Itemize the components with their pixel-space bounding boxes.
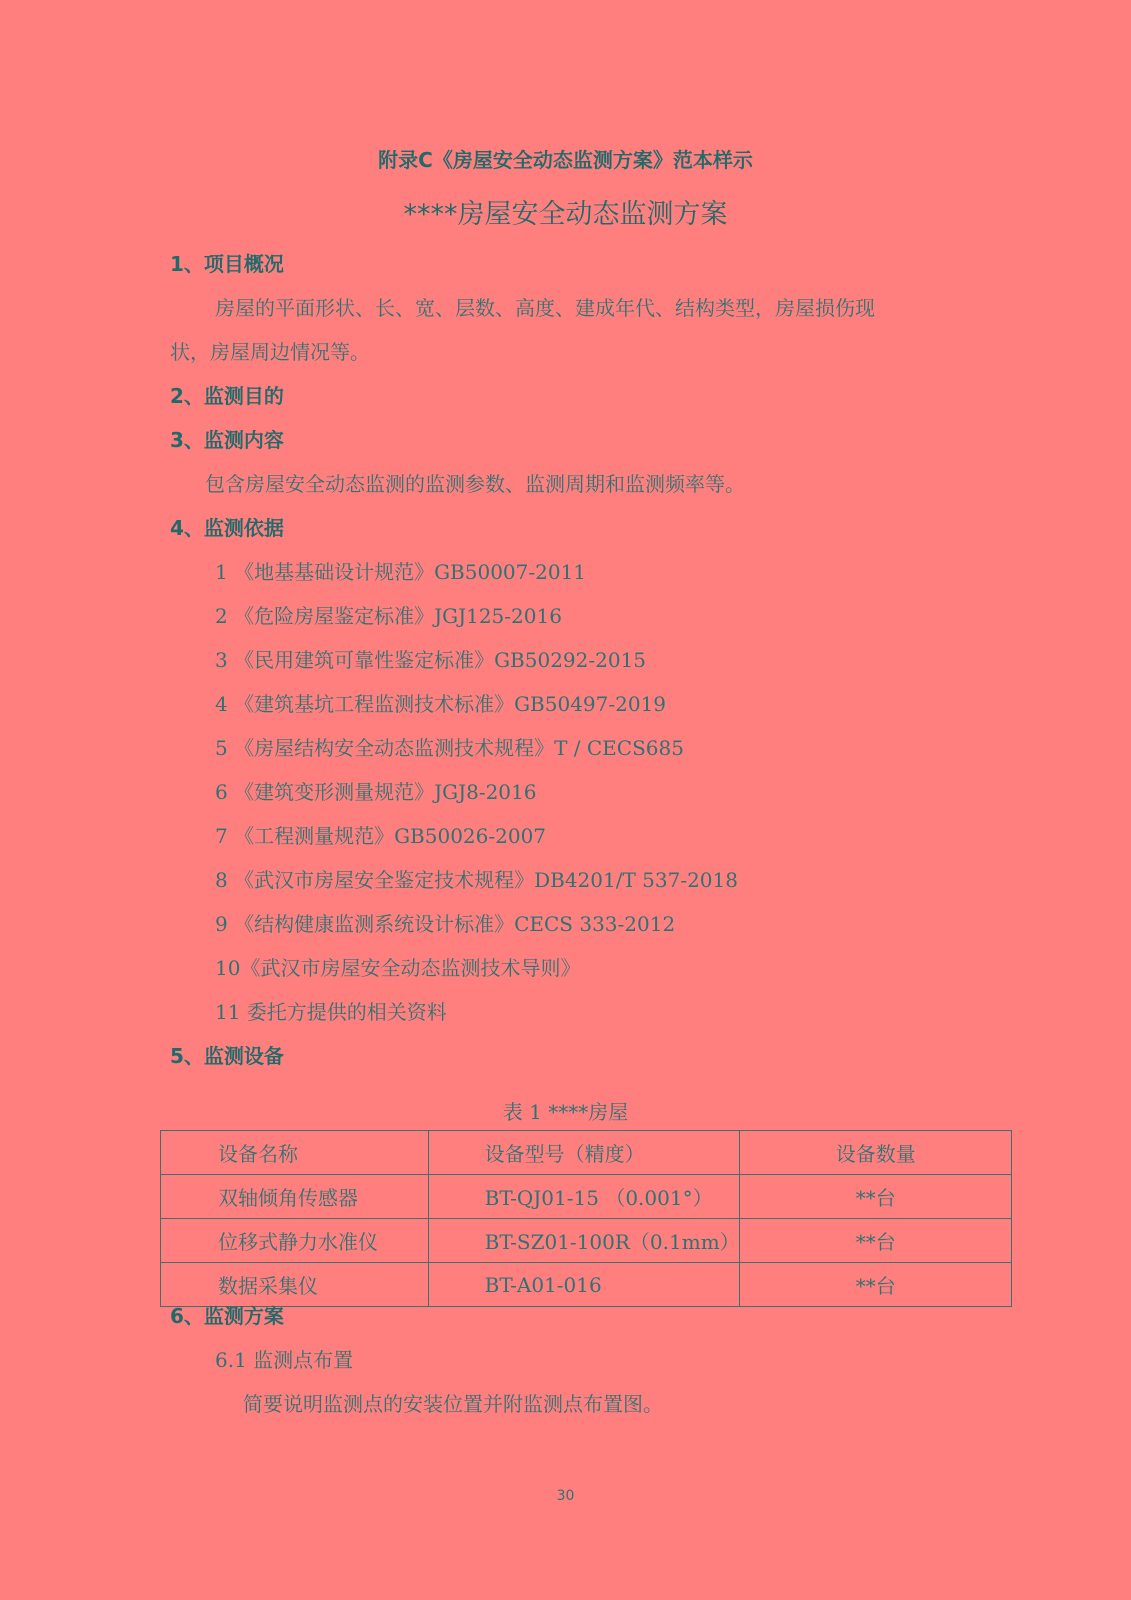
table-caption: 表 1 ****房屋 xyxy=(502,1100,629,1124)
table-cell: BT-QJ01-15 （0.001°） xyxy=(428,1175,740,1219)
table-header-cell: 设备型号（精度） xyxy=(428,1131,740,1175)
document-title: ****房屋安全动态监测方案 xyxy=(403,199,728,230)
reference-item: 6 《建筑变形测量规范》JGJ8-2016 xyxy=(215,780,537,804)
table-header-row xyxy=(161,1131,1012,1175)
table-cell: BT-A01-016 xyxy=(428,1263,740,1307)
page-number: 30 xyxy=(556,1488,575,1504)
table-cell: **台 xyxy=(740,1263,1012,1307)
reference-item: 11 委托方提供的相关资料 xyxy=(215,1000,447,1024)
reference-item: 1 《地基基础设计规范》GB50007-2011 xyxy=(215,560,587,584)
table-row xyxy=(161,1219,1012,1263)
reference-item: 8 《武汉市房屋安全鉴定技术规程》DB4201/T 537-2018 xyxy=(215,868,738,892)
table-cell: **台 xyxy=(740,1175,1012,1219)
equipment-table xyxy=(160,1130,1012,1307)
section-6-1-subheading: 6.1 监测点布置 xyxy=(215,1348,354,1372)
table-row xyxy=(161,1175,1012,1219)
section-1-paragraph-line1: 房屋的平面形状、长、宽、层数、高度、建成年代、结构类型，房屋损伤现 xyxy=(215,296,875,320)
table-row xyxy=(161,1263,1012,1307)
section-6-heading: 6、监测方案 xyxy=(170,1304,284,1328)
section-5-heading: 5、监测设备 xyxy=(170,1044,284,1068)
section-3-paragraph: 包含房屋安全动态监测的监测参数、监测周期和监测频率等。 xyxy=(205,472,745,496)
reference-item: 9 《结构健康监测系统设计标准》CECS 333-2012 xyxy=(215,912,676,936)
appendix-title: 附录C《房屋安全动态监测方案》范本样示 xyxy=(378,148,753,172)
table-header-cell: 设备名称 xyxy=(161,1131,429,1175)
reference-item: 2 《危险房屋鉴定标准》JGJ125-2016 xyxy=(215,604,562,628)
reference-item: 5 《房屋结构安全动态监测技术规程》T / CECS685 xyxy=(215,736,684,760)
table-cell: 双轴倾角传感器 xyxy=(161,1175,429,1219)
reference-item: 10《武汉市房屋安全动态监测技术导则》 xyxy=(215,956,581,980)
section-3-heading: 3、监测内容 xyxy=(170,428,284,452)
reference-item: 4 《建筑基坑工程监测技术标准》GB50497-2019 xyxy=(215,692,667,716)
section-4-heading: 4、监测依据 xyxy=(170,516,284,540)
reference-item: 3 《民用建筑可靠性鉴定标准》GB50292-2015 xyxy=(215,648,647,672)
table-cell: BT-SZ01-100R（0.1mm） xyxy=(428,1219,740,1263)
section-2-heading: 2、监测目的 xyxy=(170,384,284,408)
table-cell: 数据采集仪 xyxy=(161,1263,429,1307)
section-1-paragraph-line2: 状，房屋周边情况等。 xyxy=(170,340,370,364)
table-header-cell: 设备数量 xyxy=(740,1131,1012,1175)
reference-item: 7 《工程测量规范》GB50026-2007 xyxy=(215,824,547,848)
table-cell: **台 xyxy=(740,1219,1012,1263)
table-cell: 位移式静力水准仪 xyxy=(161,1219,429,1263)
section-1-heading: 1、项目概况 xyxy=(170,252,284,276)
section-6-1-paragraph: 简要说明监测点的安装位置并附监测点布置图。 xyxy=(243,1392,663,1416)
